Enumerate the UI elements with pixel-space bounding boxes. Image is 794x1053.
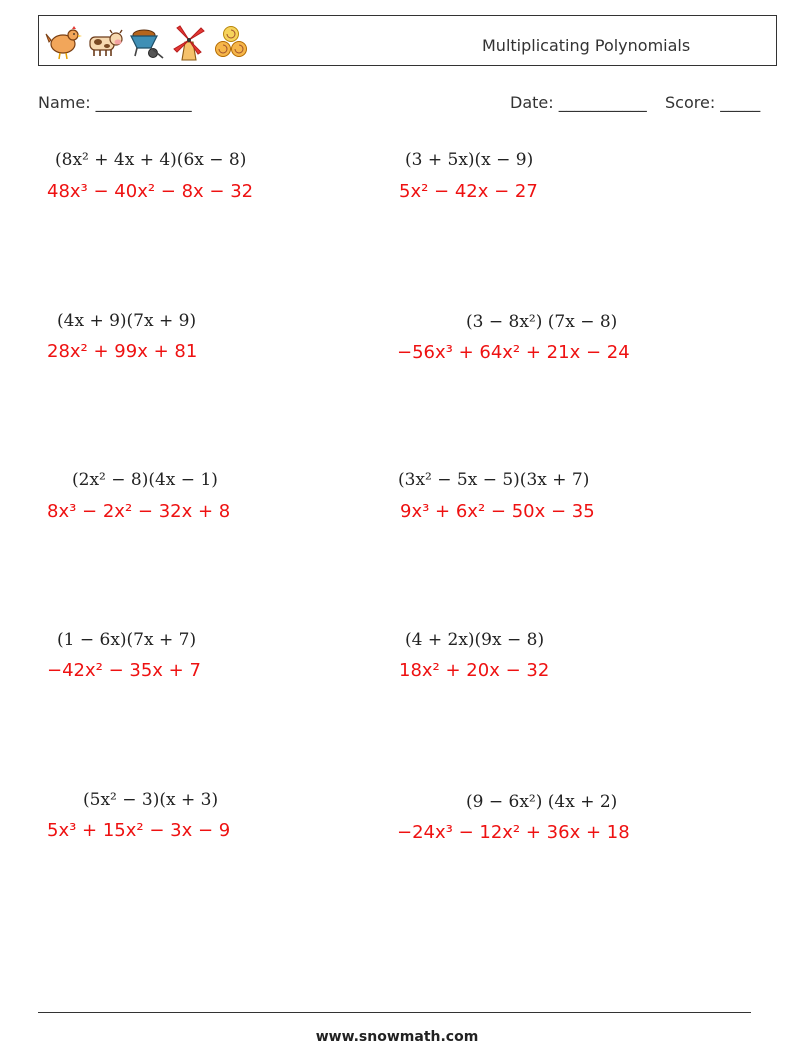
problem-6-question: (3x² − 5x − 5)(3x + 7) xyxy=(398,470,590,490)
hay-bales-icon xyxy=(211,22,251,62)
problem-1-question: (8x² + 4x + 4)(6x − 8) xyxy=(55,150,247,170)
date-field[interactable]: Date: ___________ xyxy=(510,93,647,112)
name-field[interactable]: Name: ____________ xyxy=(38,93,192,112)
cow-icon xyxy=(85,22,125,62)
header-box xyxy=(38,15,777,66)
problem-7-answer: −42x² − 35x + 7 xyxy=(47,660,201,681)
windmill-icon xyxy=(169,22,209,62)
problem-5-question: (2x² − 8)(4x − 1) xyxy=(72,470,218,490)
problem-4-question: (3 − 8x²) (7x − 8) xyxy=(466,312,618,332)
problem-1-answer: 48x³ − 40x² − 8x − 32 xyxy=(47,181,254,202)
problem-4-answer: −56x³ + 64x² + 21x − 24 xyxy=(397,342,630,363)
chicken-icon xyxy=(43,22,83,62)
problem-9-question: (5x² − 3)(x + 3) xyxy=(83,790,219,810)
problem-10-answer: −24x³ − 12x² + 36x + 18 xyxy=(397,822,630,843)
problem-8-answer: 18x² + 20x − 32 xyxy=(399,660,550,681)
problem-5-answer: 8x³ − 2x² − 32x + 8 xyxy=(47,501,231,522)
score-field[interactable]: Score: _____ xyxy=(665,93,761,112)
problem-3-answer: 28x² + 99x + 81 xyxy=(47,341,198,362)
footer-url[interactable]: www.snowmath.com xyxy=(315,1029,479,1045)
wheelbarrow-icon xyxy=(127,22,167,62)
footer-divider xyxy=(38,1012,751,1013)
problem-6-answer: 9x³ + 6x² − 50x − 35 xyxy=(400,501,595,522)
problem-8-question: (4 + 2x)(9x − 8) xyxy=(405,630,545,650)
problem-9-answer: 5x³ + 15x² − 3x − 9 xyxy=(47,820,231,841)
problem-2-question: (3 + 5x)(x − 9) xyxy=(405,150,534,170)
problem-10-question: (9 − 6x²) (4x + 2) xyxy=(466,792,618,812)
page-title: Multiplicating Polynomials xyxy=(482,36,691,55)
problem-2-answer: 5x² − 42x − 27 xyxy=(399,181,538,202)
problem-3-question: (4x + 9)(7x + 9) xyxy=(57,311,197,331)
farm-icons xyxy=(43,22,251,62)
problem-7-question: (1 − 6x)(7x + 7) xyxy=(57,630,197,650)
